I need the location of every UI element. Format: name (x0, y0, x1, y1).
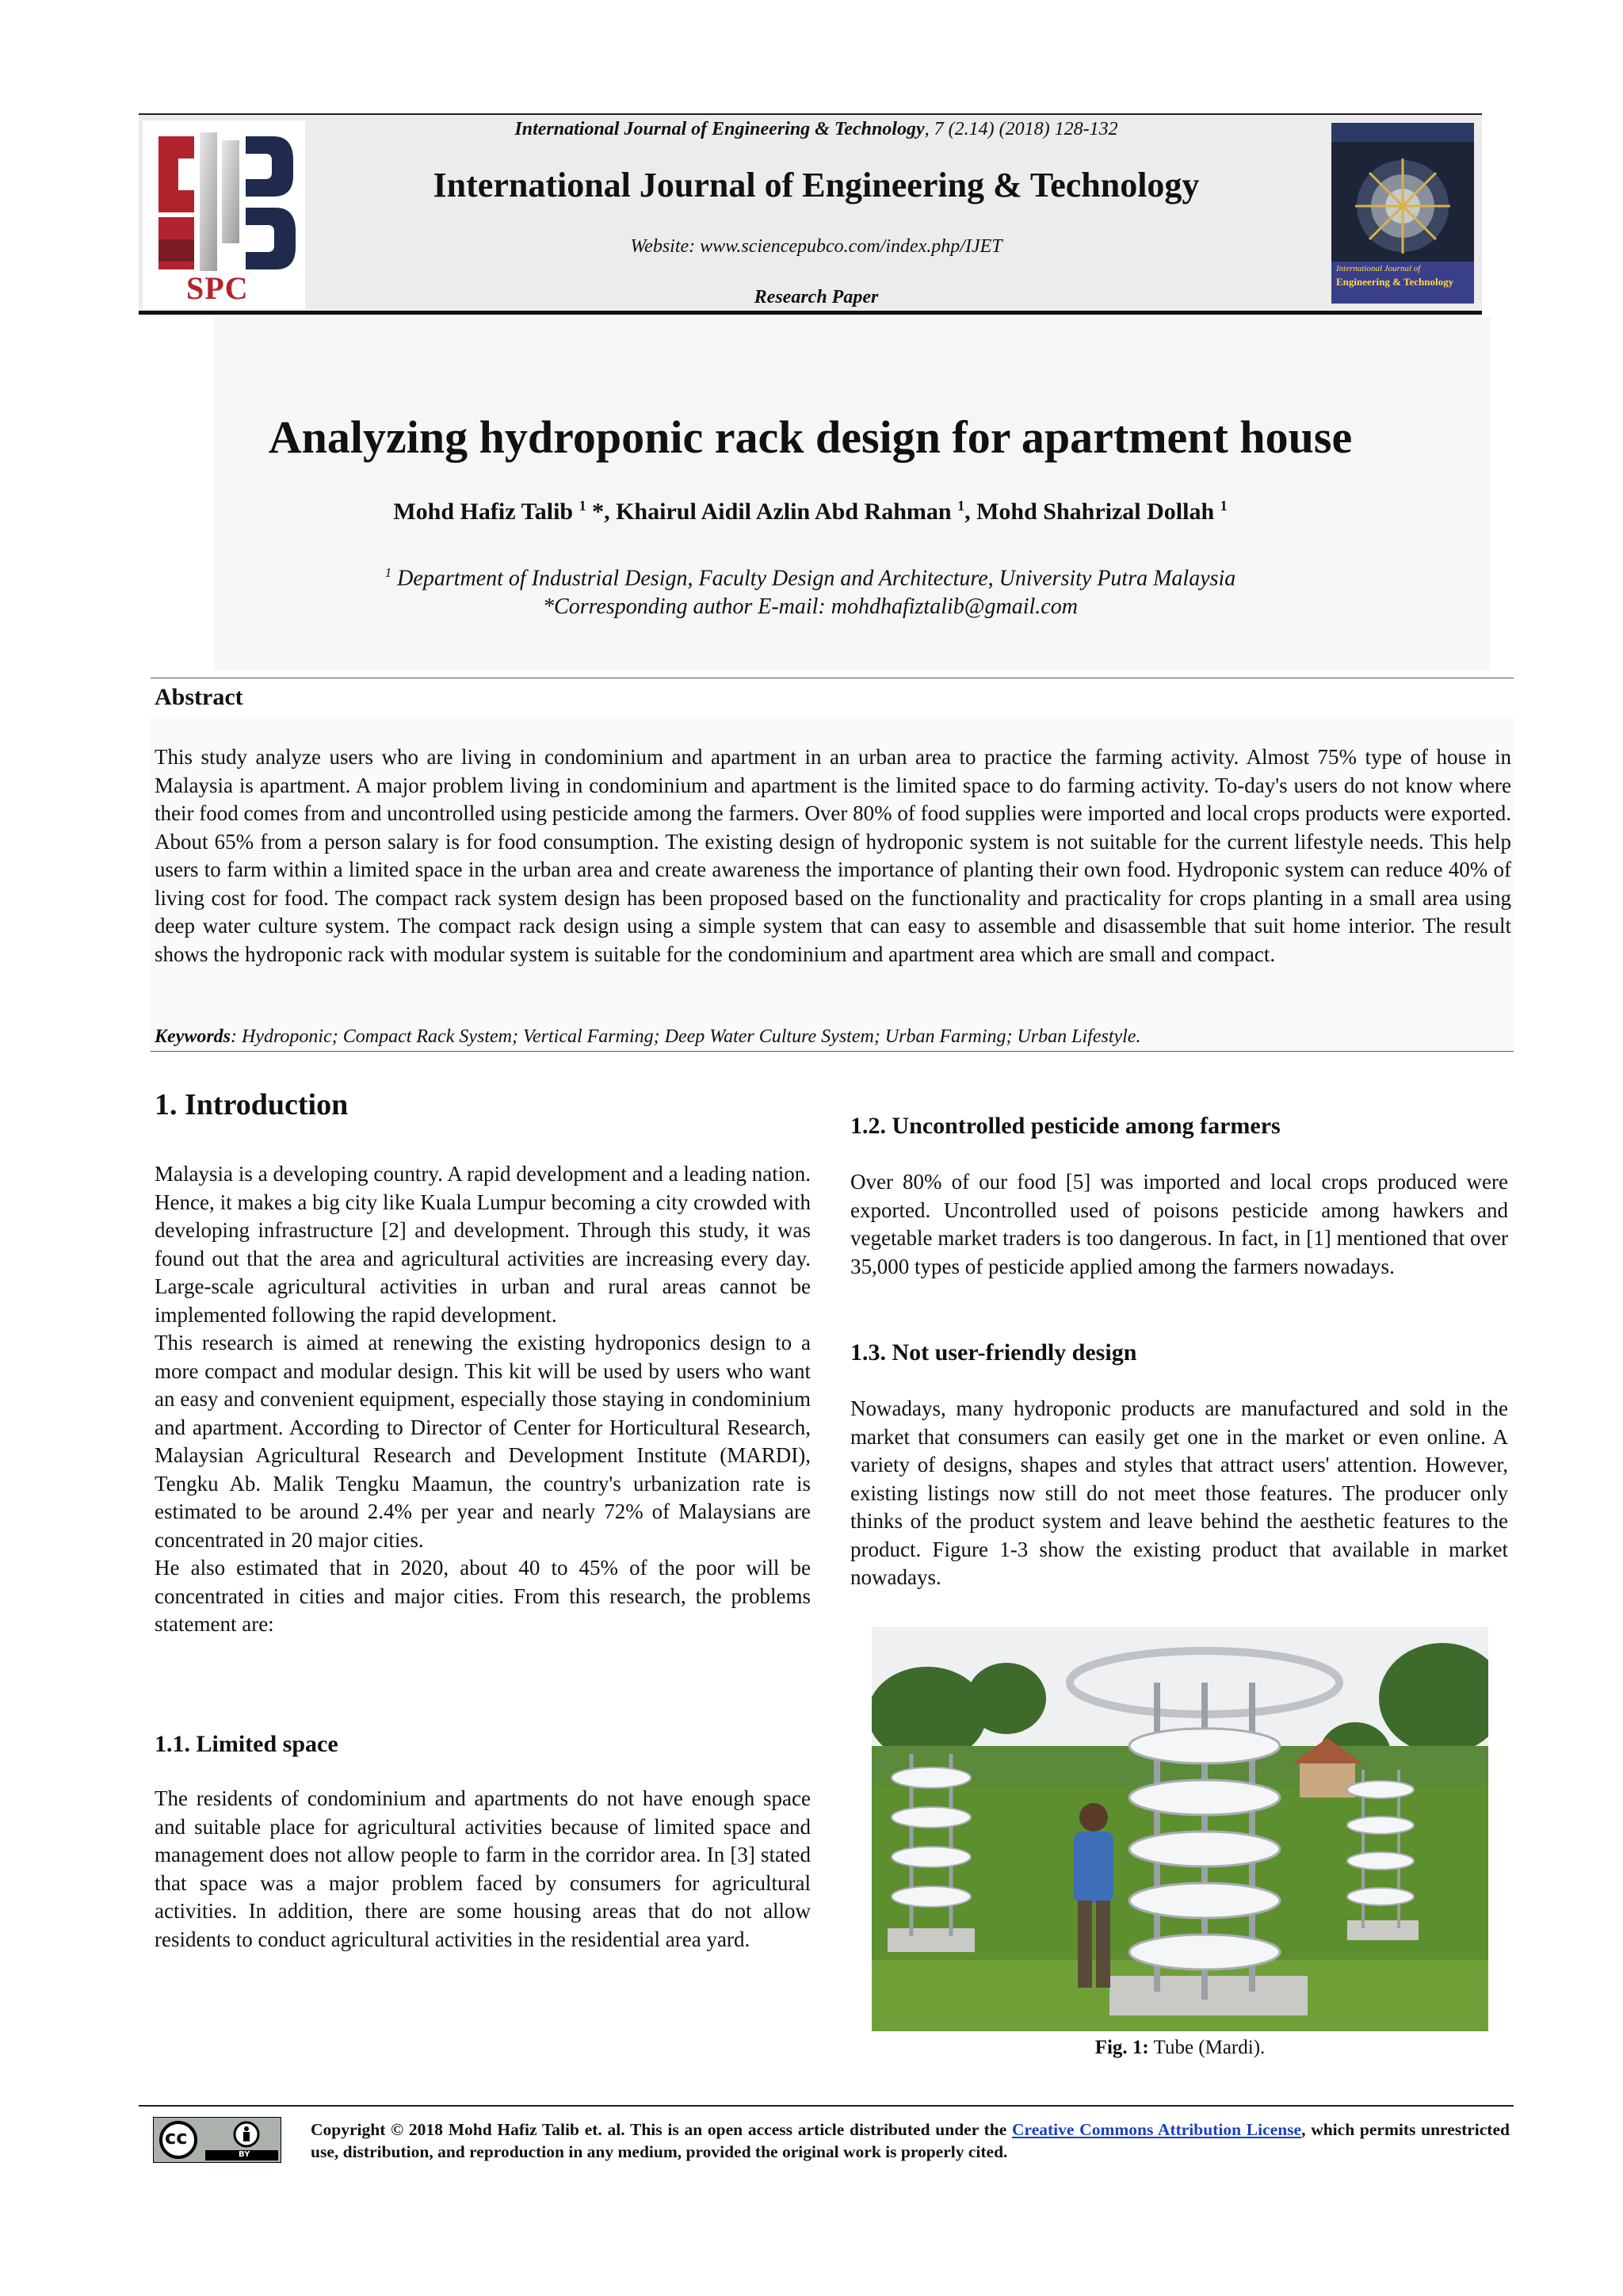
section-heading-design: 1.3. Not user-friendly design (850, 1339, 1137, 1366)
journal-cover-image (1331, 123, 1474, 304)
author-affiliation-mark: 1 (1220, 498, 1228, 514)
author-name: Mohd Shahrizal Dollah (976, 499, 1215, 525)
cover-title-line1: International Journal of (1336, 264, 1421, 273)
author-name: Mohd Hafiz Talib (393, 499, 574, 525)
article-type: Research Paper (754, 287, 879, 308)
by-label: BY (239, 2150, 250, 2159)
journal-website: Website: www.sciencepubco.com/index.php/IJET (630, 236, 1002, 257)
abstract-bottom-rule (151, 1051, 1514, 1052)
creative-commons-license-link[interactable]: Creative Commons Attribution License (1012, 2120, 1302, 2139)
affiliation: $^1$ Department of Industrial Design, Faculty Design and Architecture, University Putra Malaysia (384, 565, 1236, 591)
author-affiliation-mark: 1 (579, 498, 586, 514)
pesticide-body (850, 1168, 1508, 1281)
introduction-body (155, 1160, 811, 1639)
spc-logo (143, 120, 305, 309)
creative-commons-badge[interactable] (153, 2117, 281, 2163)
corresponding-author: *Corresponding author E-mail: mohdhafiztalib@gmail.com (543, 594, 1078, 620)
paragraph: Malaysia is a developing country. A rapid development and a leading nation. Hence, it makes a big city like Kuala Lumpur becoming a city crowded with developing infrastructure [2] and development. Through this study, it was found out that the area and agricultural activities are increasing every day. Large-scale agricultural activities in urban and rural areas cannot be implemented following the rapid development. (155, 1162, 811, 1327)
journal-header (139, 115, 1482, 311)
header-bottom-rule (139, 311, 1482, 315)
paragraph: The residents of condominium and apartments do not have enough space and suitable place for agricultural activities because of limited space and management does not allow people to farm in the corridor area. In [3] stated that space was a major problem faced by consumers for agricultural activities. In addition, there are some housing areas that do not allow residents to conduct agricultural activities in the residential area yard. (155, 1786, 811, 1951)
affiliation-block (139, 559, 1482, 621)
author-affiliation-mark: 1 (957, 498, 965, 514)
copyright-notice: Copyright © 2018 Mohd Hafiz Talib et. al. This is an open access article distributed under the Creative Commons Attribution License, which permits unrestricted use, distribution, and reproduction in any medium, provided the original work is properly cited. (311, 2120, 1510, 2161)
paragraph: He also estimated that in 2020, about 40 to 45% of the poor will be concentrated in cities and major cities. From this research, the problems statement are: (155, 1556, 811, 1636)
section-heading-pesticide: 1.2. Uncontrolled pesticide among farmers (850, 1113, 1281, 1139)
design-body (850, 1395, 1508, 1592)
paragraph: Over 80% of our food [5] was imported and local crops produced were exported. Uncontrolled used of poisons pesticide among hawkers and vegetable market traders is too dangerous. In fact, in [1] mentioned that over 35,000 types of pesticide applied among the farmers nowadays. (850, 1170, 1508, 1278)
section-heading-introduction: 1. Introduction (155, 1088, 349, 1121)
keywords: Keywords: Hydroponic; Compact Rack System; Vertical Farming; Deep Water Culture System; Urban Farming; Urban Lifestyle. (155, 1026, 1141, 1047)
journal-title: International Journal of Engineering & Technology (433, 166, 1200, 204)
cover-title-line2: Engineering & Technology (1336, 276, 1454, 288)
author-list: Mohd Hafiz Talib $^1$ *, Khairul Aidil Azlin Abd Rahman $^1$, Mohd Shahrizal Dollah $^1$ (393, 498, 1228, 525)
section-heading-limited-space: 1.1. Limited space (155, 1731, 338, 1757)
cc-label: cc (165, 2126, 188, 2149)
abstract-text: This study analyze users who are living in condominium and apartment in an urban area to practice the farming activity. Almost 75% type of house in Malaysia is apartment. A major problem living in condominium and apartment is the limited space to do farming activity. To-day's users do not know where their food comes from and uncontrolled using pesticide among the farmers. Over 80% of food supplies were imported and local crops products were exported. About 65% from a person salary is for food consumption. The existing design of hydroponic system is not suitable for the current lifestyle needs. This help users to farm within a limited space in the urban area and create awareness the importance of planting their own food. Hydroponic system can reduce 40% of living cost for food. The compact rack system design has been proposed based on the functionality and practicality for crops planting in a small area using deep water culture system. The compact rack design using a simple system that can easy to assemble and disassemble that suit home interior. The result shows the hydroponic rack with modular system is suitable for the condominium and apartment area which are small and compact. (155, 745, 1511, 966)
paragraph: This research is aimed at renewing the existing hydroponics design to a more compact and modular design. This kit will be used by users who want an easy and convenient equipment, especially those staying in condominium and apartment. According to Director of Center for Horticultural Research, Malaysian Agricultural Research and Development Institute (MARDI), Tengku Ab. Malik Tengku Maamun, the country's urbanization rate is estimated to be around 2.4% per year and nearly 72% of Malaysians are concentrated in 20 major cities. (155, 1331, 811, 1552)
figure-caption: Fig. 1: Tube (Mardi). (1094, 2037, 1266, 2058)
abstract-heading: Abstract (155, 684, 243, 710)
spc-logo-text: SPC (186, 270, 249, 306)
limited-space-body (155, 1785, 811, 1954)
journal-citation: International Journal of Engineering & Technology, 7 (2.14) (2018) 128-132 (514, 119, 1118, 139)
figure-hydroponic-tube-photo (872, 1627, 1488, 2031)
paper-title: Analyzing hydroponic rack design for apartment house (268, 411, 1353, 463)
paragraph: Nowadays, many hydroponic products are manufactured and sold in the market that consumers can easily get one in the market or even online. A variety of designs, shapes and styles that attract users' attention. However, existing listings now still do not meet those features. The producer only thinks of the product system and leave behind the aesthetic features to the product. Figure 1-3 show the existing product that available in market nowadays. (850, 1396, 1508, 1589)
author-name: Khairul Aidil Azlin Abd Rahman (616, 499, 952, 525)
footer-rule (139, 2105, 1514, 2107)
